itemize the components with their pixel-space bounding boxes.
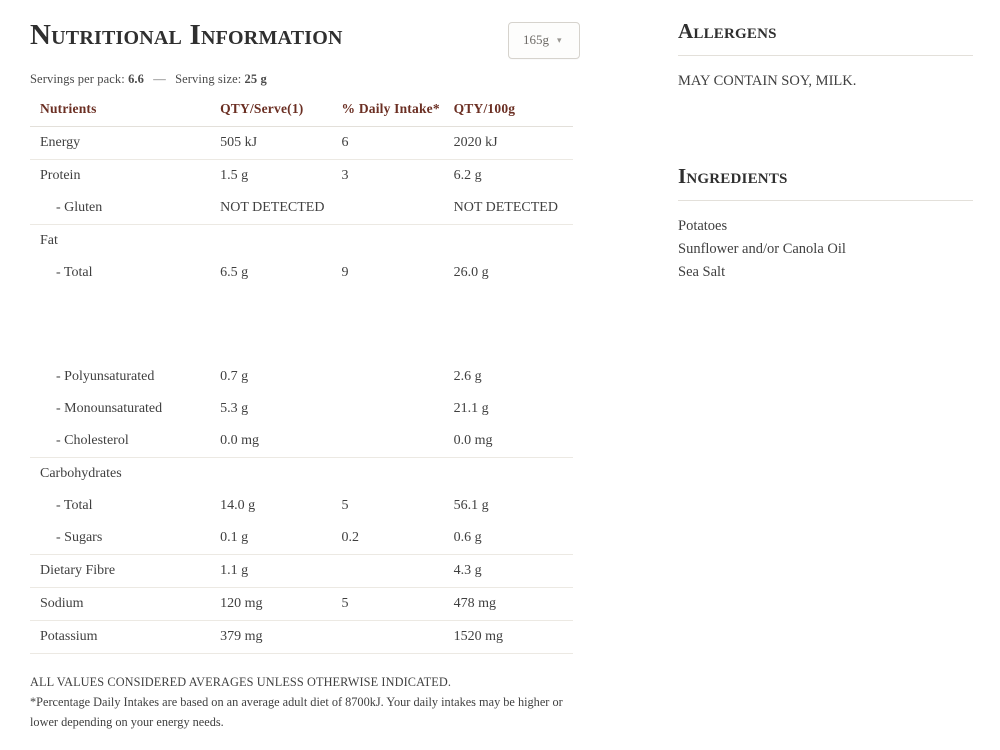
cell-qty-100g: 1520 mg	[454, 621, 573, 654]
cell-daily-intake: 5	[342, 588, 454, 621]
cell-qty-serve	[220, 458, 341, 491]
table-body	[30, 127, 573, 654]
serving-size-amount: 25 g	[244, 72, 267, 86]
cell-qty-serve: 1.1 g	[220, 555, 341, 588]
cell-daily-intake: 0.2	[342, 522, 454, 555]
table-row	[30, 490, 573, 522]
cell-nutrient: - Sugars	[30, 522, 220, 555]
cell-qty-serve: 379 mg	[220, 621, 341, 654]
serving-size-label: Serving size:	[175, 72, 242, 86]
servings-summary	[30, 72, 590, 87]
column-header-daily-intake: % Daily Intake*	[342, 97, 454, 127]
cell-daily-intake	[342, 192, 454, 225]
cell-daily-intake: 3	[341, 168, 349, 183]
serving-size-select[interactable]	[508, 22, 580, 59]
cell-nutrient: Fat	[40, 233, 58, 248]
cell-daily-intake	[342, 225, 454, 258]
ingredient-line: Potatoes	[678, 218, 728, 234]
ingredient-line: Sea Salt	[678, 264, 726, 280]
cell-nutrient: Carbohydrates	[40, 466, 122, 481]
nutrition-right-column	[678, 18, 973, 284]
footnote-daily-intake: *Percentage Daily Intakes are based on an average adult diet of 8700kJ. Your daily intakes may be higher or lower depending on your energy needs.	[30, 695, 563, 729]
cell-daily-intake: 9	[341, 265, 349, 280]
cell-daily-intake	[342, 555, 454, 588]
separator-dash: —	[153, 72, 166, 86]
table-row	[30, 192, 573, 225]
section-gap	[678, 93, 973, 163]
table-row	[30, 621, 573, 654]
table-row	[30, 160, 573, 193]
servings-per-pack-value: 6.6	[128, 72, 145, 86]
cell-qty-serve: 14.0 g	[220, 498, 256, 513]
chevron-down-icon: ▾	[557, 34, 562, 45]
cell-qty-serve	[220, 225, 341, 258]
cell-nutrient: - Monounsaturated	[56, 401, 163, 416]
cell-qty-100g: NOT DETECTED	[454, 192, 573, 225]
cell-nutrient: Potassium	[30, 621, 220, 654]
table-row	[30, 361, 573, 393]
cell-nutrient: Energy	[30, 127, 220, 160]
cell-nutrient: - Total	[56, 265, 93, 280]
cell-daily-intake	[342, 621, 454, 654]
cell-qty-serve: 0.7 g	[220, 369, 249, 384]
allergens-body: MAY CONTAIN SOY, MILK.	[678, 73, 857, 89]
table-row	[30, 522, 573, 555]
cell-qty-100g: 0.6 g	[454, 522, 573, 555]
cell-qty-100g: 0.0 mg	[454, 425, 573, 458]
allergens-title: Allergens	[678, 18, 973, 56]
table-row	[30, 588, 573, 621]
footnote-averages: ALL VALUES CONSIDERED AVERAGES UNLESS OTHERWISE INDICATED.	[30, 675, 452, 689]
footnotes	[30, 672, 575, 732]
cell-qty-100g	[454, 458, 573, 491]
cell-qty-100g: 2.6 g	[453, 369, 482, 384]
cell-daily-intake	[342, 425, 454, 458]
cell-daily-intake	[342, 361, 454, 393]
cell-qty-100g: 21.1 g	[453, 401, 489, 416]
table-row	[30, 425, 573, 458]
ingredient-line: Sunflower and/or Canola Oil	[678, 241, 846, 257]
table-row	[30, 458, 573, 491]
cell-qty-serve: 5.3 g	[220, 401, 249, 416]
cell-qty-100g: 478 mg	[454, 588, 573, 621]
cell-nutrient: - Total	[56, 498, 93, 513]
title-row	[30, 18, 590, 59]
ingredients-title: Ingredients	[678, 163, 973, 201]
table-row	[30, 225, 573, 258]
nutrition-table	[30, 97, 573, 654]
cell-qty-serve: 120 mg	[220, 588, 341, 621]
nutrition-left-column	[30, 18, 590, 732]
table-row	[30, 393, 573, 425]
cell-qty-100g: 6.2 g	[453, 168, 482, 183]
cell-qty-serve: 0.1 g	[220, 522, 341, 555]
ingredients-body	[678, 201, 973, 284]
table-row	[30, 127, 573, 160]
cell-daily-intake: 5	[341, 498, 349, 513]
cell-qty-100g: 26.0 g	[453, 265, 489, 280]
page-title: Nutritional Information	[30, 19, 343, 51]
cell-qty-100g	[454, 225, 573, 258]
column-header-qty-100g: QTY/100g	[454, 97, 573, 127]
column-header-qty-serve: QTY/Serve(1)	[220, 97, 341, 127]
table-header	[30, 97, 573, 127]
cell-nutrient: - Polyunsaturated	[56, 369, 155, 384]
cell-qty-serve: 6.5 g	[220, 265, 249, 280]
cell-nutrient: Sodium	[30, 588, 220, 621]
cell-daily-intake: 6	[342, 127, 454, 160]
cell-qty-100g: 2020 kJ	[454, 127, 573, 160]
cell-nutrient: Protein	[40, 168, 81, 183]
cell-qty-serve: 0.0 mg	[220, 425, 341, 458]
table-row	[30, 257, 573, 289]
cell-qty-serve: 505 kJ	[220, 127, 341, 160]
cell-nutrient: - Gluten	[30, 192, 220, 225]
cell-daily-intake	[342, 393, 454, 425]
cell-daily-intake	[342, 458, 454, 491]
table-row	[30, 555, 573, 588]
column-header-nutrients: Nutrients	[30, 97, 220, 127]
servings-per-pack-label: Servings per pack:	[30, 72, 125, 86]
cell-qty-serve: 1.5 g	[220, 168, 249, 183]
cell-qty-100g: 4.3 g	[454, 555, 573, 588]
table-spacer-row	[30, 289, 573, 361]
table-header-row	[30, 97, 573, 127]
cell-qty-serve: NOT DETECTED	[220, 192, 341, 225]
cell-nutrient: Dietary Fibre	[30, 555, 220, 588]
serving-size-value: 165g	[523, 32, 549, 47]
cell-qty-100g: 56.1 g	[453, 498, 489, 513]
cell-nutrient: - Cholesterol	[30, 425, 220, 458]
